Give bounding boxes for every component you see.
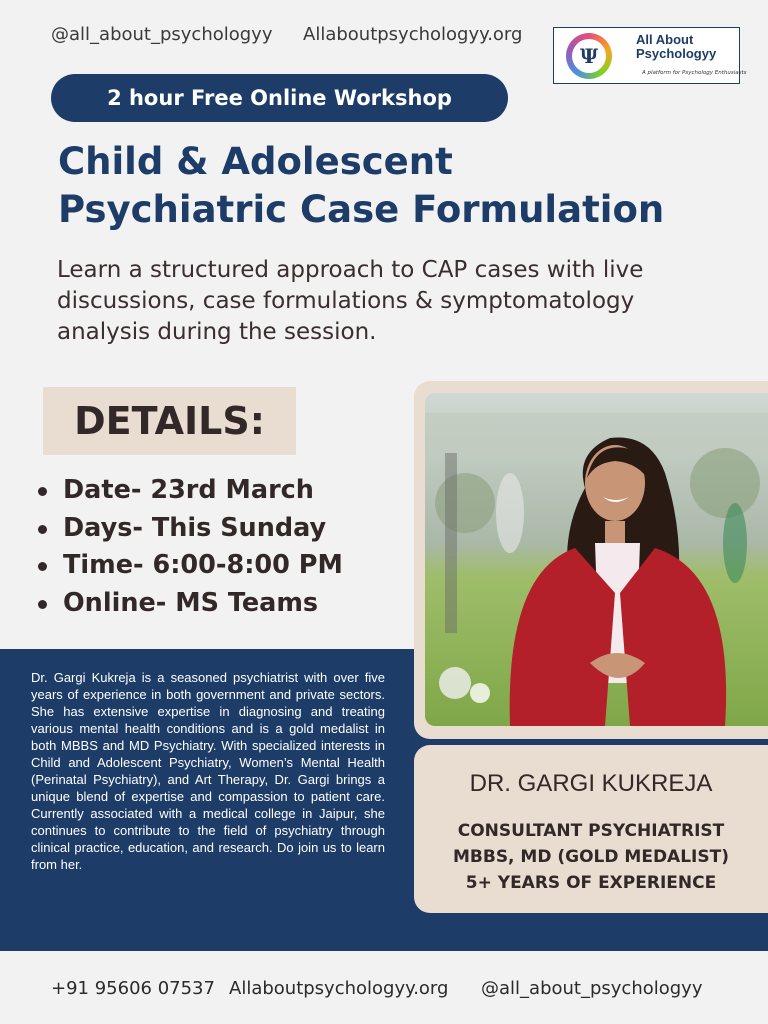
details-list <box>36 472 343 622</box>
intro-text: Learn a structured approach to CAP cases with live discussions, case formulations & symptomatology analysis during the session. <box>57 257 644 345</box>
logo-symbol: Ψ <box>572 39 606 73</box>
detail-text: Time- 6:00-8:00 PM <box>63 550 343 580</box>
workshop-title <box>58 138 738 234</box>
footer-social-handle[interactable]: @all_about_psychologyy <box>481 978 703 999</box>
footer-website-link[interactable]: Allaboutpsychologyy.org <box>229 978 449 999</box>
speaker-name: DR. GARGI KUKREJA <box>469 770 713 797</box>
details-heading: DETAILS: <box>43 387 296 455</box>
qualification-line: 5+ YEARS OF EXPERIENCE <box>465 873 717 893</box>
top-website-link[interactable]: Allaboutpsychologyy.org <box>303 24 523 45</box>
detail-text: Date- 23rd March <box>63 475 314 505</box>
title-line1: Child & Adolescent <box>58 140 453 183</box>
logo-name-line2: Psychologyy <box>636 46 717 61</box>
title-line2: Psychiatric Case Formulation <box>58 188 665 231</box>
speaker-bio: Dr. Gargi Kukreja is a seasoned psychiatrist with over five years of experience in both government and private sectors. She has extensive expertise in diagnosing and treating various mental health conditions and is a gold medalist in both MBBS and MD Psychiatry. With specialized interests in Child and Adolescent Psychiatry, Women’s Mental Health (Perinatal Psychiatry), and Art Therapy, Dr. Gargi brings a unique blend of expertise and compassion to patient care. Currently associated with a medical college in Jaipur, she continues to contribute to the field of psychiatry through clinical practice, education, and research. Do join us to learn from her. <box>31 670 385 872</box>
speaker-qualifications <box>414 818 768 896</box>
top-social-handle[interactable]: @all_about_psychologyy <box>51 24 273 45</box>
detail-text: Online- MS Teams <box>63 587 319 618</box>
detail-time <box>36 547 343 585</box>
bullet-icon <box>38 600 47 609</box>
qualification-line: CONSULTANT PSYCHIATRIST <box>457 821 725 841</box>
qualification-line: MBBS, MD (GOLD MEDALIST) <box>452 847 729 867</box>
detail-date <box>36 472 343 510</box>
bullet-icon <box>38 487 47 496</box>
logo-name <box>636 33 716 61</box>
speaker-photo-illustration <box>425 393 768 726</box>
workshop-banner: 2 hour Free Online Workshop <box>51 74 508 122</box>
detail-text: Days- This Sunday <box>63 512 327 543</box>
detail-days <box>36 510 343 548</box>
bullet-icon <box>38 525 47 534</box>
detail-platform <box>36 585 343 623</box>
bullet-icon <box>38 562 47 571</box>
logo-tagline: A platform for Psychology Enthusiasts <box>642 70 747 76</box>
logo-name-line1: All About <box>636 32 694 47</box>
speaker-photo <box>425 393 768 726</box>
psi-logo-icon <box>566 33 612 79</box>
footer-phone[interactable]: +91 95606 07537 <box>51 978 215 999</box>
brand-logo <box>553 27 747 84</box>
